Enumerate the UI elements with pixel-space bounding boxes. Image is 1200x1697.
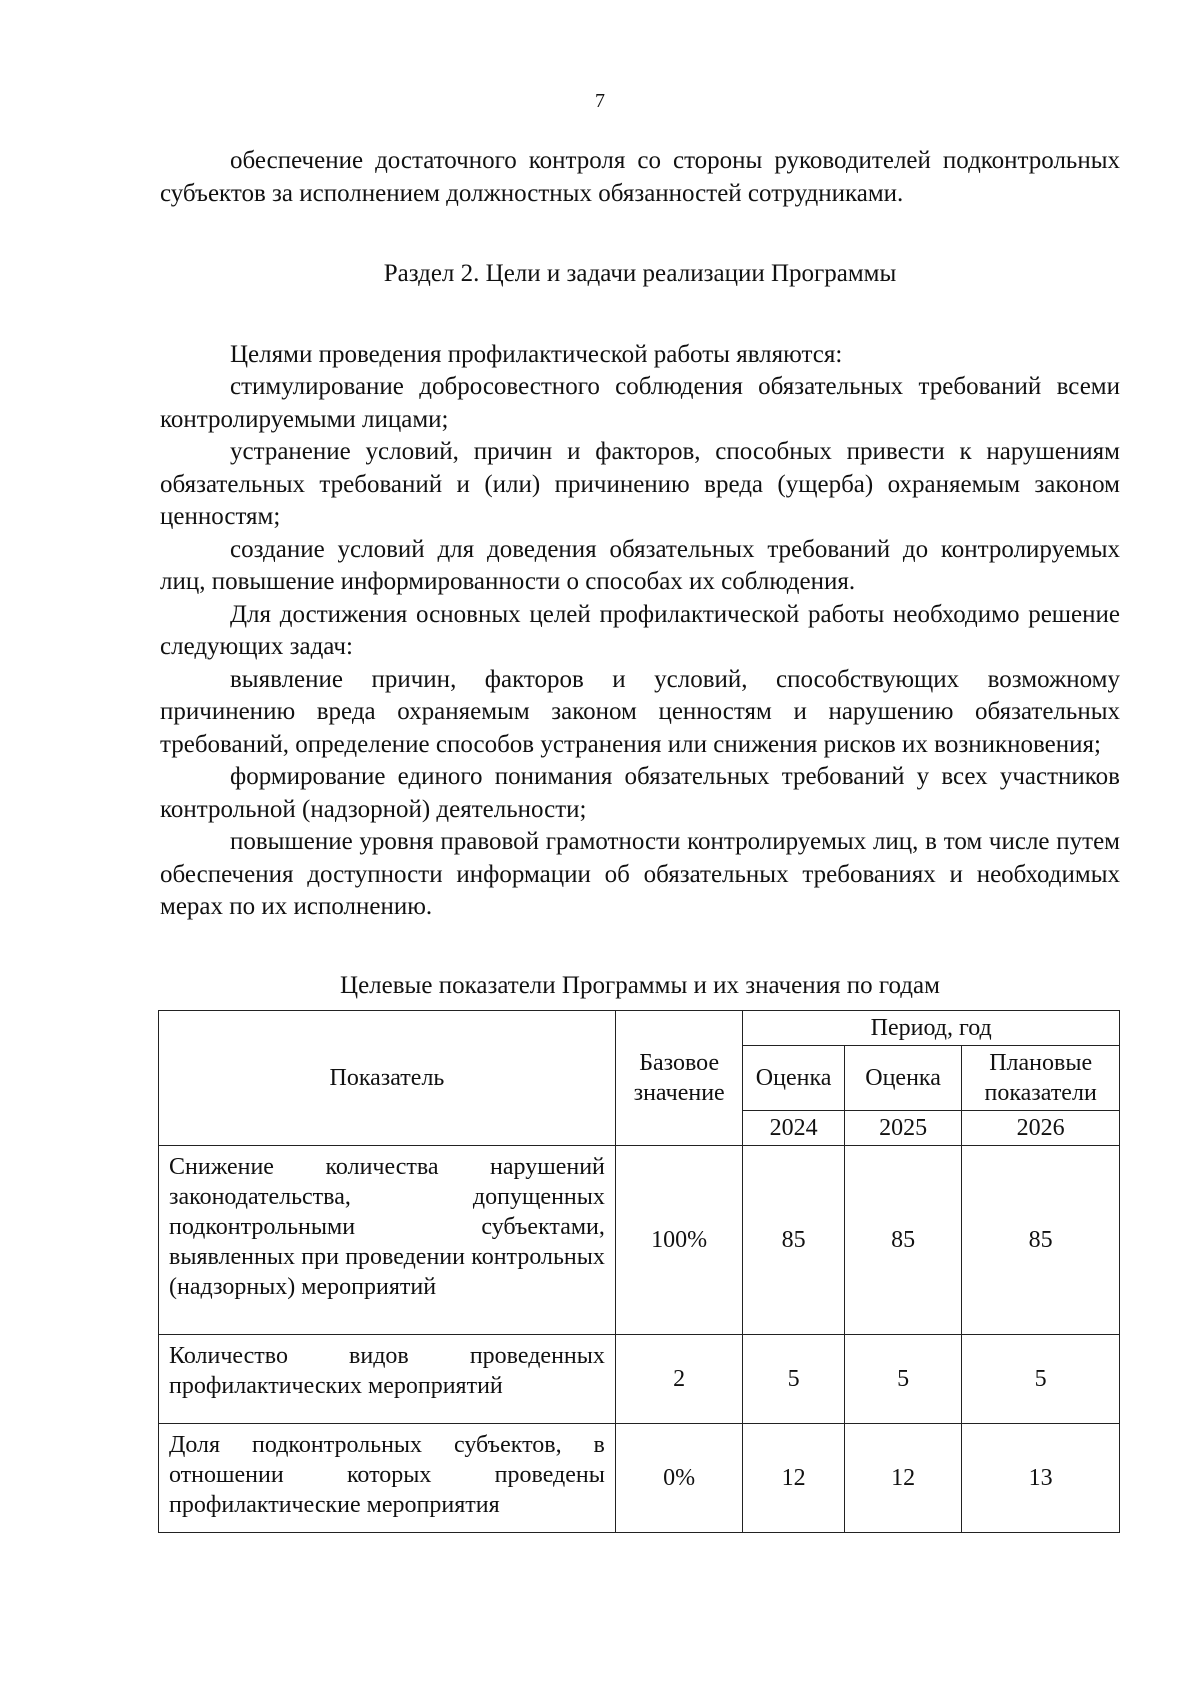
table-row [159, 1335, 1120, 1424]
goals-intro: Целями проведения профилактической работы являются: [230, 340, 843, 368]
intro-paragraph: обеспечение достаточного контроля со стороны руководителей подконтрольных субъектов за исполнением должностных обязанностей сотрудниками. [160, 147, 1120, 207]
header-year-2024: 2024 [743, 1111, 844, 1146]
row-2024: 12 [743, 1424, 844, 1533]
goal-item: устранение условий, причин и факторов, способных привести к нарушениям обязательных требований и (или) причинению вреда (ущерба) охраняемым законом ценностям; [160, 438, 1120, 530]
header-2024-label: Оценка [743, 1046, 844, 1111]
goal-item: стимулирование добросовестного соблюдения обязательных требований всеми контролируемыми лицами; [160, 373, 1120, 433]
header-indicator: Показатель [159, 1011, 616, 1146]
row-2025: 12 [844, 1424, 961, 1533]
row-indicator: Количество видов проведенных профилактических мероприятий [159, 1335, 616, 1424]
header-2025-label: Оценка [844, 1046, 961, 1111]
page-number: 7 [595, 90, 605, 112]
task-item: повышение уровня правовой грамотности контролируемых лиц, в том числе путем обеспечения доступности информации об обязательных требованиях и необходимых мерах по их исполнению. [160, 828, 1120, 920]
header-period: Период, год [743, 1011, 1120, 1046]
header-year-2026: 2026 [962, 1111, 1120, 1146]
row-indicator: Доля подконтрольных субъектов, в отношении которых проведены профилактические мероприятия [159, 1424, 616, 1533]
row-2024: 85 [743, 1146, 844, 1335]
row-indicator: Снижение количества нарушений законодательства, допущенных подконтрольными субъектами, выявленных при проведении контрольных (надзорных) мероприятий [159, 1146, 616, 1335]
header-year-2025: 2025 [844, 1111, 961, 1146]
header-base: Базовое значение [615, 1011, 743, 1146]
header-2026-label: Плановые показатели [962, 1046, 1120, 1111]
row-base: 0% [615, 1424, 743, 1533]
row-2026: 5 [962, 1335, 1120, 1424]
tasks-intro: Для достижения основных целей профилактической работы необходимо решение следующих задач: [160, 600, 1120, 660]
row-base: 2 [615, 1335, 743, 1424]
indicators-table [158, 1010, 1120, 1533]
table-caption: Целевые показатели Программы и их значения по годам [340, 971, 940, 999]
task-item: выявление причин, факторов и условий, способствующих возможному причинению вреда охраняемым законом ценностям и нарушению обязательных требований, определение способов устранения или снижения рисков их возникновения; [160, 665, 1120, 758]
table-row [159, 1424, 1120, 1533]
row-2026: 85 [962, 1146, 1120, 1335]
row-2025: 5 [844, 1335, 961, 1424]
task-item: формирование единого понимания обязательных требований у всех участников контрольной (надзорной) деятельности; [160, 763, 1120, 823]
row-2025: 85 [844, 1146, 961, 1335]
row-2024: 5 [743, 1335, 844, 1424]
row-base: 100% [615, 1146, 743, 1335]
document-body [160, 145, 1120, 1533]
row-2026: 13 [962, 1424, 1120, 1533]
section-title: Раздел 2. Цели и задачи реализации Программы [383, 260, 897, 287]
goal-item: создание условий для доведения обязательных требований до контролируемых лиц, повышение информированности о способах их соблюдения. [160, 535, 1120, 595]
table-row [159, 1146, 1120, 1335]
